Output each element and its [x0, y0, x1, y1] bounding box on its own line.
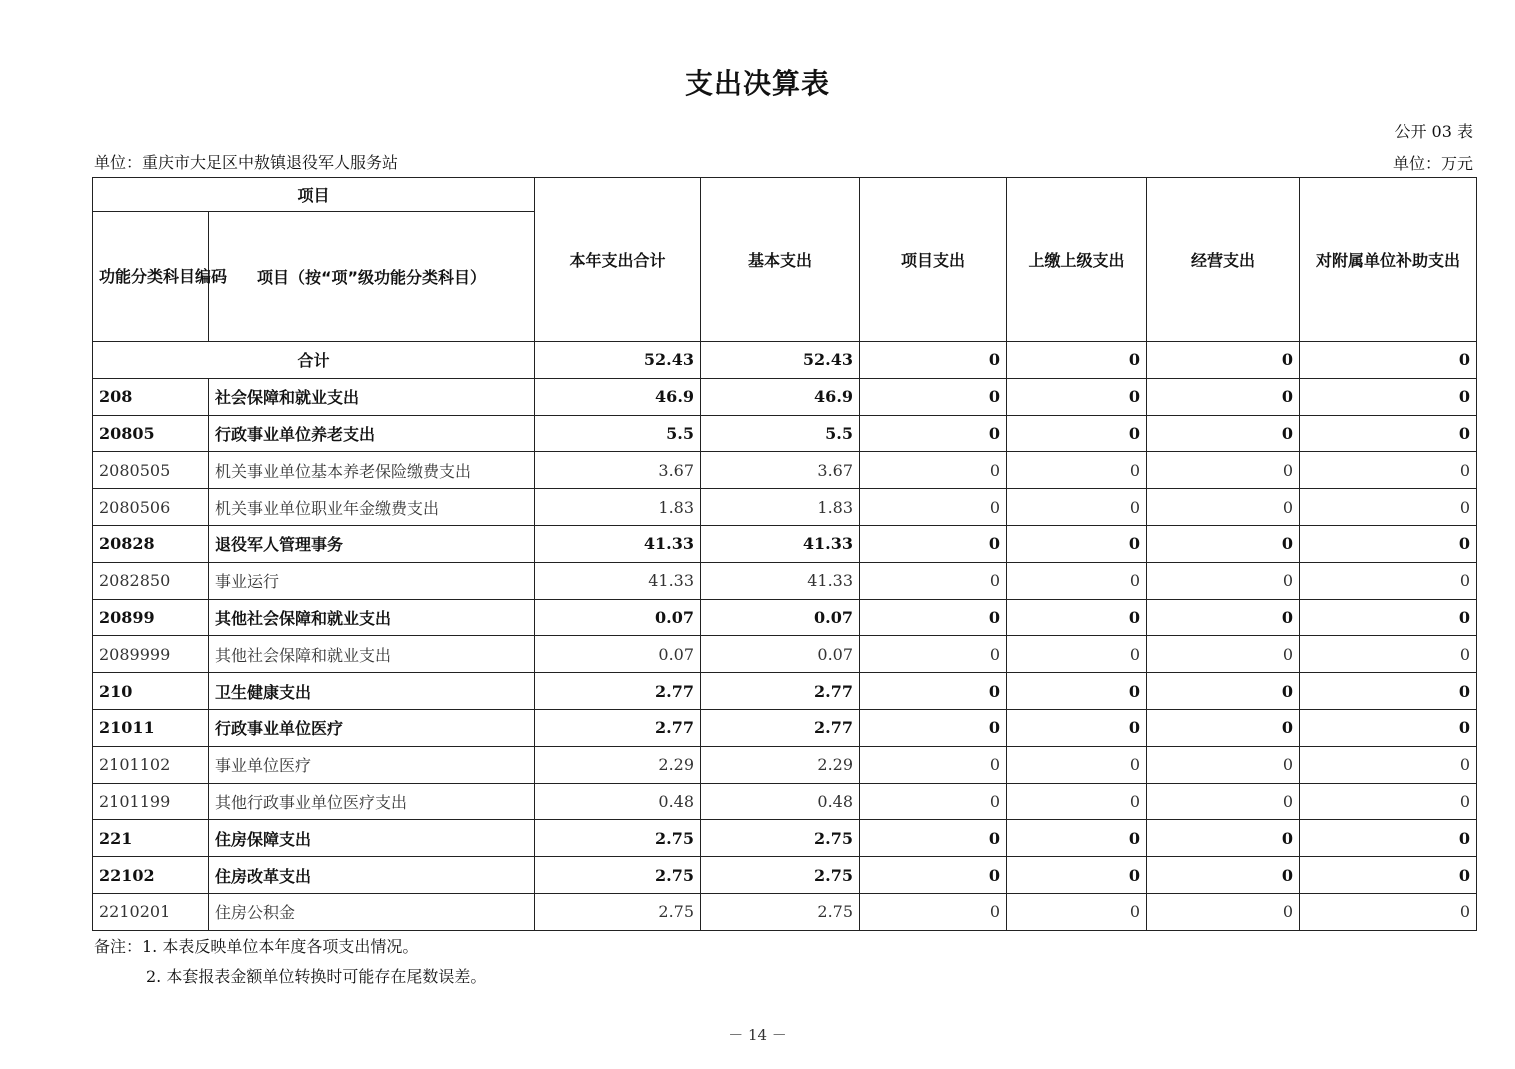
row-value: 0	[1300, 673, 1477, 710]
row-value: 0	[1007, 599, 1147, 636]
row-name: 其他行政事业单位医疗支出	[209, 783, 535, 820]
table-row	[93, 673, 1477, 710]
table-row	[93, 378, 1477, 415]
row-value: 0	[1147, 893, 1300, 930]
row-value: 0	[860, 746, 1007, 783]
row-name: 事业运行	[209, 562, 535, 599]
note-line-2: 2. 本套报表金额单位转换时可能存在尾数误差。	[146, 967, 487, 986]
row-value: 5.5	[535, 415, 701, 452]
row-value: 46.9	[535, 378, 701, 415]
row-code: 20899	[93, 599, 209, 636]
row-value: 0	[1300, 562, 1477, 599]
row-code: 2089999	[93, 636, 209, 673]
table-row	[93, 452, 1477, 489]
row-name: 行政事业单位养老支出	[209, 415, 535, 452]
row-value: 0.07	[701, 599, 860, 636]
row-name: 行政事业单位医疗	[209, 709, 535, 746]
row-value: 0	[860, 857, 1007, 894]
row-value: 0	[1300, 893, 1477, 930]
row-value: 0	[1147, 709, 1300, 746]
row-value: 2.75	[535, 820, 701, 857]
row-value: 0	[1147, 820, 1300, 857]
header-name: 项目（按“项”级功能分类科目）	[209, 212, 535, 342]
row-code: 2082850	[93, 562, 209, 599]
row-value: 2.77	[535, 673, 701, 710]
row-value: 0	[1007, 709, 1147, 746]
row-value: 2.75	[701, 893, 860, 930]
row-value: 0	[1007, 673, 1147, 710]
row-value: 0.48	[701, 783, 860, 820]
row-code: 221	[93, 820, 209, 857]
row-code: 21011	[93, 709, 209, 746]
header-project-expense: 项目支出	[860, 178, 1007, 342]
row-value: 0	[860, 673, 1007, 710]
row-name: 其他社会保障和就业支出	[209, 636, 535, 673]
row-value: 2.77	[701, 709, 860, 746]
row-value: 0	[1007, 452, 1147, 489]
row-value: 0	[1300, 599, 1477, 636]
total-value: 0	[860, 342, 1007, 379]
row-value: 0	[860, 415, 1007, 452]
row-value: 0	[1147, 489, 1300, 526]
row-value: 0	[1147, 562, 1300, 599]
reporting-unit: 单位：重庆市大足区中敖镇退役军人服务站	[94, 153, 399, 172]
row-value: 0	[1007, 857, 1147, 894]
row-name: 机关事业单位基本养老保险缴费支出	[209, 452, 535, 489]
total-value: 0	[1147, 342, 1300, 379]
total-value: 0	[1300, 342, 1477, 379]
row-value: 2.29	[701, 746, 860, 783]
total-label: 合计	[93, 342, 535, 379]
row-value: 0.07	[535, 599, 701, 636]
row-value: 0	[1007, 525, 1147, 562]
row-value: 0	[860, 525, 1007, 562]
table-row	[93, 636, 1477, 673]
row-value: 0.07	[535, 636, 701, 673]
row-value: 0	[860, 378, 1007, 415]
table-row	[93, 562, 1477, 599]
total-value: 52.43	[535, 342, 701, 379]
row-name: 住房公积金	[209, 893, 535, 930]
row-value: 0	[1300, 636, 1477, 673]
row-value: 0.48	[535, 783, 701, 820]
row-value: 2.75	[701, 820, 860, 857]
document-title: 支出决算表	[684, 67, 830, 100]
row-value: 0	[1147, 673, 1300, 710]
expenditure-table	[92, 177, 1477, 931]
row-name: 机关事业单位职业年金缴费支出	[209, 489, 535, 526]
total-row	[93, 342, 1477, 379]
row-value: 0	[1007, 783, 1147, 820]
row-value: 0	[860, 893, 1007, 930]
header-business: 经营支出	[1147, 178, 1300, 342]
row-value: 0	[1300, 857, 1477, 894]
table-row	[93, 893, 1477, 930]
total-value: 0	[1007, 342, 1147, 379]
row-value: 0	[1147, 783, 1300, 820]
row-name: 社会保障和就业支出	[209, 378, 535, 415]
row-value: 2.29	[535, 746, 701, 783]
currency-unit: 单位：万元	[1392, 154, 1473, 173]
row-value: 0	[860, 636, 1007, 673]
row-name: 事业单位医疗	[209, 746, 535, 783]
row-name: 退役军人管理事务	[209, 525, 535, 562]
table-row	[93, 746, 1477, 783]
row-value: 41.33	[701, 562, 860, 599]
row-value: 41.33	[535, 525, 701, 562]
note-line-1: 备注：1. 本表反映单位本年度各项支出情况。	[94, 937, 419, 956]
row-name: 卫生健康支出	[209, 673, 535, 710]
row-value: 5.5	[701, 415, 860, 452]
form-number: 公开 03 表	[1394, 122, 1473, 141]
row-value: 0	[1007, 820, 1147, 857]
row-value: 3.67	[701, 452, 860, 489]
row-value: 0	[860, 489, 1007, 526]
row-value: 0	[1007, 893, 1147, 930]
row-value: 0	[1300, 525, 1477, 562]
row-value: 0	[860, 820, 1007, 857]
row-value: 0	[1147, 452, 1300, 489]
row-value: 0	[1300, 746, 1477, 783]
row-value: 41.33	[535, 562, 701, 599]
row-value: 0	[860, 709, 1007, 746]
row-code: 2101102	[93, 746, 209, 783]
row-value: 0	[860, 599, 1007, 636]
row-value: 0	[1300, 415, 1477, 452]
table-row	[93, 709, 1477, 746]
row-code: 2210201	[93, 893, 209, 930]
row-value: 0	[860, 783, 1007, 820]
table-row	[93, 857, 1477, 894]
row-code: 20828	[93, 525, 209, 562]
row-value: 0	[1007, 562, 1147, 599]
row-value: 0	[1300, 452, 1477, 489]
table-row	[93, 489, 1477, 526]
row-value: 0	[1147, 378, 1300, 415]
table-row	[93, 599, 1477, 636]
table-row	[93, 783, 1477, 820]
row-value: 41.33	[701, 525, 860, 562]
row-value: 0	[1147, 415, 1300, 452]
row-value: 0	[1300, 709, 1477, 746]
row-value: 0	[1147, 857, 1300, 894]
header-basic: 基本支出	[701, 178, 860, 342]
row-value: 0	[1300, 378, 1477, 415]
table-row	[93, 415, 1477, 452]
row-value: 1.83	[535, 489, 701, 526]
row-value: 1.83	[701, 489, 860, 526]
row-value: 0.07	[701, 636, 860, 673]
row-name: 其他社会保障和就业支出	[209, 599, 535, 636]
row-code: 2080506	[93, 489, 209, 526]
row-value: 0	[1007, 636, 1147, 673]
row-code: 2080505	[93, 452, 209, 489]
row-value: 0	[1300, 489, 1477, 526]
row-value: 0	[1300, 783, 1477, 820]
table-row	[93, 525, 1477, 562]
row-value: 0	[1147, 599, 1300, 636]
row-name: 住房改革支出	[209, 857, 535, 894]
header-project: 项目	[93, 178, 535, 212]
row-code: 210	[93, 673, 209, 710]
row-value: 0	[1007, 378, 1147, 415]
row-value: 0	[1007, 489, 1147, 526]
row-value: 0	[860, 452, 1007, 489]
row-value: 46.9	[701, 378, 860, 415]
total-value: 52.43	[701, 342, 860, 379]
header-code: 功能分类科目编码	[93, 212, 209, 342]
row-value: 0	[860, 562, 1007, 599]
row-name: 住房保障支出	[209, 820, 535, 857]
table-row	[93, 820, 1477, 857]
row-code: 2101199	[93, 783, 209, 820]
row-value: 2.75	[535, 857, 701, 894]
row-value: 2.75	[701, 857, 860, 894]
row-code: 22102	[93, 857, 209, 894]
row-value: 0	[1007, 415, 1147, 452]
row-value: 2.75	[535, 893, 701, 930]
row-value: 0	[1300, 820, 1477, 857]
row-code: 20805	[93, 415, 209, 452]
header-total: 本年支出合计	[535, 178, 701, 342]
page-number: － 14 －	[728, 1026, 787, 1044]
row-value: 0	[1147, 746, 1300, 783]
header-subsidy: 对附属单位补助支出	[1300, 178, 1477, 342]
row-value: 3.67	[535, 452, 701, 489]
row-value: 2.77	[701, 673, 860, 710]
row-value: 2.77	[535, 709, 701, 746]
notes	[94, 932, 486, 992]
header-upper-payment: 上缴上级支出	[1007, 178, 1147, 342]
row-value: 0	[1007, 746, 1147, 783]
row-value: 0	[1147, 525, 1300, 562]
row-value: 0	[1147, 636, 1300, 673]
row-code: 208	[93, 378, 209, 415]
